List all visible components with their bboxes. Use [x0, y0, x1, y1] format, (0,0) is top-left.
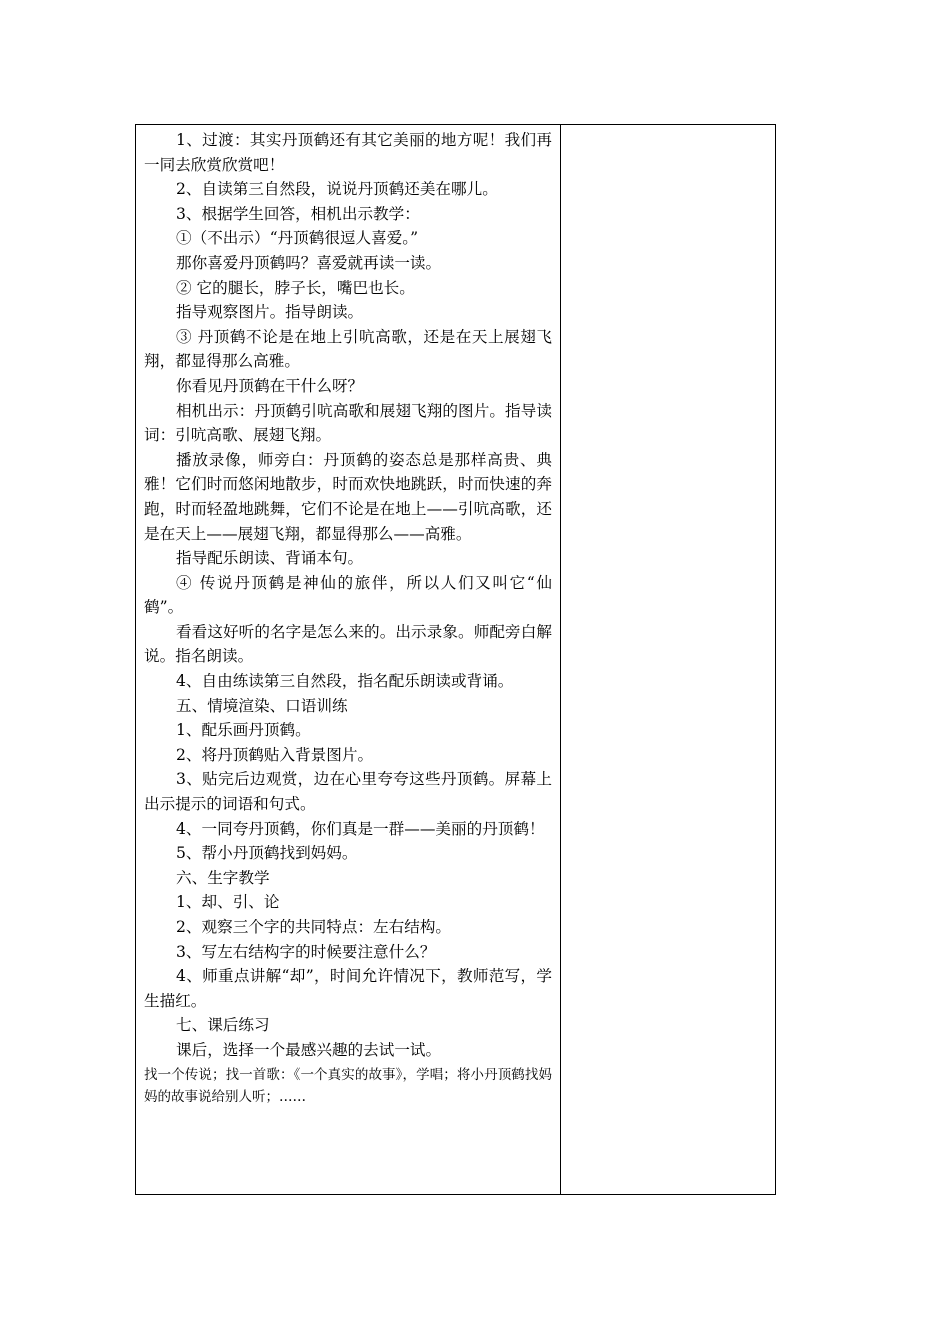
- paragraph: 4、自由练读第三自然段，指名配乐朗读或背诵。: [176, 672, 514, 691]
- paragraph: 2、自读第三自然段，说说丹顶鹤还美在哪儿。: [176, 180, 498, 199]
- paragraph: 相机出示：丹顶鹤引吭高歌和展翅飞翔的图片。指导读词：引吭高歌、展翅飞翔。: [144, 401, 552, 445]
- paragraph: 指导配乐朗读、背诵本句。: [176, 549, 364, 568]
- paragraph: ④ 传说丹顶鹤是神仙的旅伴，所以人们又叫它“仙鹤”。: [144, 573, 552, 617]
- paragraph: 5、帮小丹顶鹤找到妈妈。: [176, 844, 358, 863]
- paragraph: 4、师重点讲解“却”，时间允许情况下，教师范写，学生描红。: [144, 967, 552, 1010]
- lesson-plan-table: [135, 124, 776, 1195]
- paragraph: 2、观察三个字的共同特点：左右结构。: [176, 918, 452, 936]
- paragraph: 4、一同夸丹顶鹤，你们真是一群——美丽的丹顶鹤！: [176, 819, 545, 838]
- paragraph: 那你喜爱丹顶鹤吗？喜爱就再读一读。: [176, 253, 442, 272]
- paragraph: 你看见丹顶鹤在干什么呀？: [176, 376, 364, 395]
- teaching-content-cell: [136, 125, 561, 1194]
- paragraph: ①（不出示）“丹顶鹤很逗人喜爱。”: [176, 229, 419, 248]
- section-heading: 五、情境渲染、口语训练: [176, 696, 348, 715]
- paragraph: 2、将丹顶鹤贴入背景图片。: [176, 745, 374, 764]
- paragraph: 3、根据学生回答，相机出示教学：: [176, 204, 420, 223]
- paragraph: 播放录像，师旁白：丹顶鹤的姿态总是那样高贵、典雅！它们时而悠闲地散步，时而欢快地跳跃，时而快速的奔跑，时而轻盈地跳舞，它们不论是在地上——引吭高歌，还是在天上——展翅飞翔，都显得那么——高雅。: [144, 450, 552, 543]
- paragraph: 指导观察图片。指导朗读。: [176, 303, 364, 322]
- paragraph: ② 它的腿长，脖子长，嘴巴也长。: [176, 278, 415, 297]
- notes-cell: [561, 125, 775, 1194]
- paragraph: 3、写左右结构字的时候要注意什么？: [176, 942, 436, 961]
- paragraph: 课后，选择一个最感兴趣的去试一试。: [176, 1040, 442, 1059]
- paragraph: 看看这好听的名字是怎么来的。出示录象。师配旁白解说。指名朗读。: [144, 622, 552, 666]
- paragraph: 1、过渡：其实丹顶鹤还有其它美丽的地方呢！我们再一同去欣赏欣赏吧！: [144, 131, 552, 174]
- paragraph: ③ 丹顶鹤不论是在地上引吭高歌，还是在天上展翅飞翔，都显得那么高雅。: [144, 327, 552, 371]
- footnote-paragraph: 找一个传说；找一首歌：《一个真实的故事》，学唱；将小丹顶鹤找妈妈的故事说给别人听；……: [144, 1066, 552, 1105]
- section-heading: 六、生字教学: [176, 868, 270, 887]
- section-heading: 七、课后练习: [176, 1016, 270, 1035]
- paragraph: 1、配乐画丹顶鹤。: [176, 721, 311, 740]
- paragraph: 3、贴完后边观赏，边在心里夸夸这些丹顶鹤。屏幕上出示提示的词语和句式。: [144, 770, 552, 814]
- paragraph: 1、却、引、论: [176, 893, 280, 912]
